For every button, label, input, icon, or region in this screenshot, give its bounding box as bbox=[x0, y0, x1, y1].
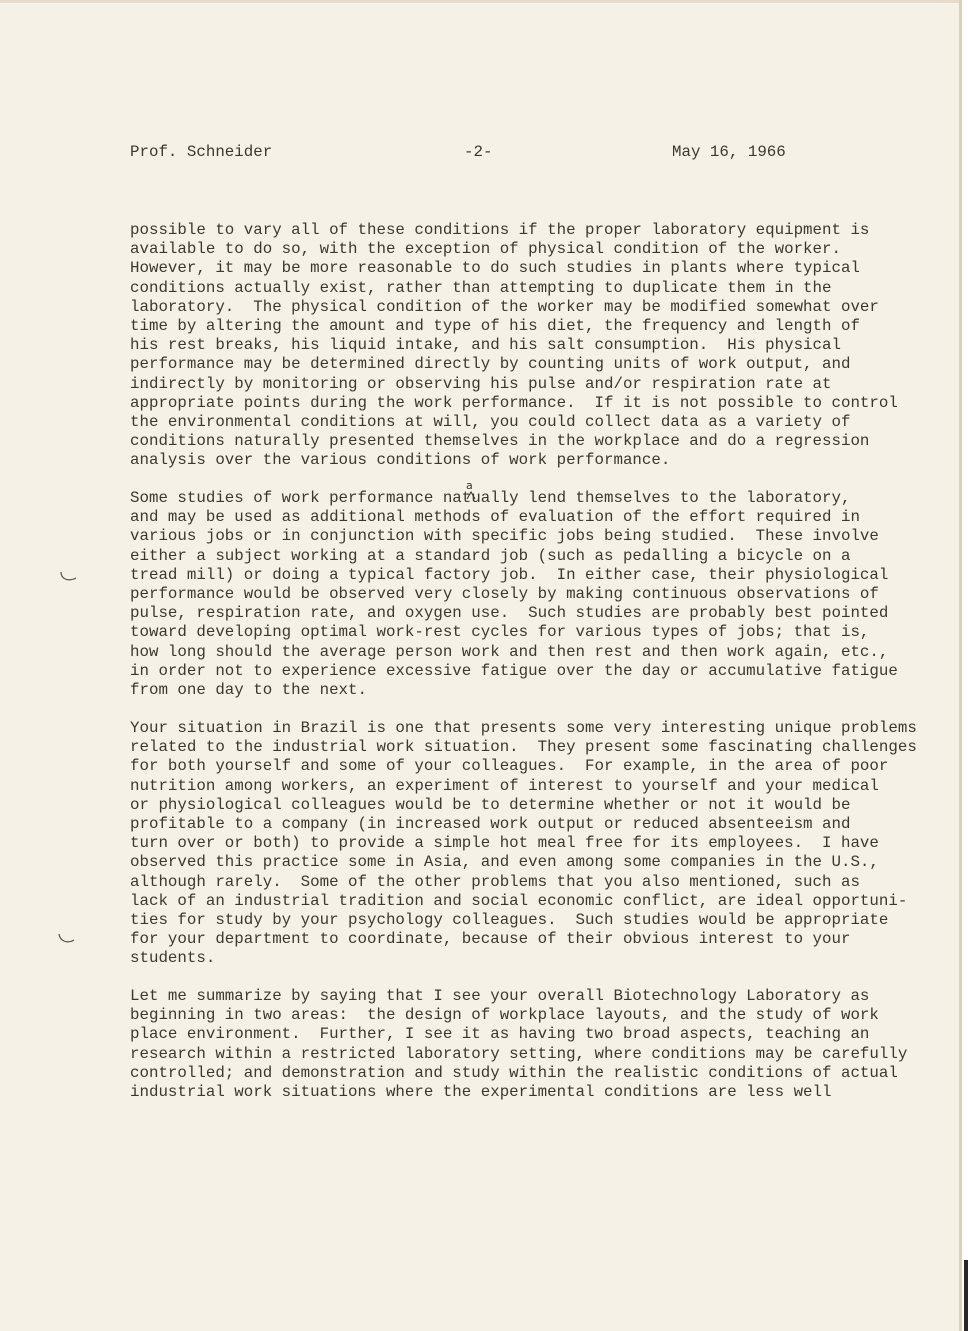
text-line: appropriate points during the work performance. If it is not possible to control bbox=[130, 393, 898, 412]
margin-check-mark-icon bbox=[58, 570, 78, 584]
text-line: observed this practice some in Asia, and even among some companies in the U.S., bbox=[130, 853, 879, 872]
text-line: conditions naturally presented themselves in the workplace and do a regression bbox=[130, 432, 870, 451]
text-line: in order not to experience excessive fatigue over the day or accumulative fatigue bbox=[130, 661, 898, 680]
text-line: and may be used as additional methods of evaluation of the effort required in bbox=[130, 508, 860, 527]
text-line: Let me summarize by saying that I see your overall Biotechnology Laboratory as bbox=[130, 987, 870, 1005]
scan-shadow bbox=[964, 1260, 968, 1331]
margin-check-mark-icon bbox=[56, 932, 76, 946]
handwritten-insert-mark bbox=[464, 480, 478, 500]
text-line: for your department to coordinate, because of their obvious interest to your bbox=[130, 930, 851, 949]
text-line: place environment. Further, I see it as having two broad aspects, teaching an bbox=[130, 1025, 870, 1044]
text-line: profitable to a company (in increased work output or reduced absenteeism and bbox=[130, 814, 851, 833]
text-line: performance would be observed very closely by making continuous observations of bbox=[130, 584, 879, 603]
text-line: or physiological colleagues would be to determine whether or not it would be bbox=[130, 795, 851, 814]
paragraph-3 bbox=[130, 719, 930, 968]
text-line: time by altering the amount and type of his diet, the frequency and length of bbox=[130, 316, 860, 335]
text-line: conditions actually exist, rather than attempting to duplicate them in the bbox=[130, 278, 832, 297]
text-line: However, it may be more reasonable to do such studies in plants where typical bbox=[130, 259, 860, 278]
text-line: beginning in two areas: the design of workplace layouts, and the study of work bbox=[130, 1006, 879, 1025]
paper-top-edge bbox=[0, 0, 962, 3]
text-line: available to do so, with the exception of physical condition of the worker. bbox=[130, 240, 841, 259]
text-line: industrial work situations where the experimental conditions are less well bbox=[130, 1082, 832, 1101]
header-page-number: -2- bbox=[464, 143, 493, 161]
text-line: research within a restricted laboratory setting, where conditions may be carefully bbox=[130, 1044, 908, 1063]
text-line: Your situation in Brazil is one that presents some very interesting unique problems bbox=[130, 719, 917, 737]
text-line: lack of an industrial tradition and social economic conflict, are ideal opportuni- bbox=[130, 891, 908, 910]
page-header bbox=[130, 143, 830, 165]
text-line: although rarely. Some of the other problems that you also mentioned, such as bbox=[130, 872, 860, 891]
text-line: tread mill) or doing a typical factory job. In either case, their physiological bbox=[130, 565, 889, 584]
paragraph-4 bbox=[130, 987, 930, 1102]
text-line: turn over or both) to provide a simple hot meal free for its employees. I have bbox=[130, 834, 879, 853]
text-line: either a subject working at a standard job (such as pedalling a bicycle on a bbox=[130, 546, 851, 565]
text-line: nutrition among workers, an experiment of interest to yourself and your medical bbox=[130, 776, 879, 795]
text-line: various jobs or in conjunction with specific jobs being studied. These involve bbox=[130, 527, 879, 546]
handwritten-insert-letter: a bbox=[466, 480, 473, 492]
paragraph-2 bbox=[130, 489, 930, 700]
text-line: the environmental conditions at will, you could collect data as a variety of bbox=[130, 412, 851, 431]
text-line: performance may be determined directly by counting units of work output, and bbox=[130, 355, 851, 374]
text-line: related to the industrial work situation. They present some fascinating challenges bbox=[130, 738, 917, 757]
text-line: controlled; and demonstration and study within the realistic conditions of actual bbox=[130, 1063, 898, 1082]
text-line: laboratory. The physical condition of the worker may be modified somewhat over bbox=[130, 297, 879, 316]
text-line: for both yourself and some of your colleagues. For example, in the area of poor bbox=[130, 757, 889, 776]
text-line: pulse, respiration rate, and oxygen use. Such studies are probably best pointed bbox=[130, 604, 889, 623]
text-line: how long should the average person work and then rest and then work again, etc., bbox=[130, 642, 889, 661]
paragraph-1 bbox=[130, 221, 930, 470]
text-line: students. bbox=[130, 949, 216, 968]
text-line: indirectly by monitoring or observing his pulse and/or respiration rate at bbox=[130, 374, 832, 393]
header-date: May 16, 1966 bbox=[672, 143, 786, 161]
header-recipient: Prof. Schneider bbox=[130, 143, 273, 161]
text-line: analysis over the various conditions of work performance. bbox=[130, 451, 671, 470]
text-line: ties for study by your psychology colleagues. Such studies would be appropriate bbox=[130, 910, 889, 929]
text-line: Some studies of work performance natually lend themselves to the laboratory, bbox=[130, 489, 851, 507]
scan-border bbox=[962, 0, 968, 1331]
text-line: his rest breaks, his liquid intake, and his salt consumption. His physical bbox=[130, 336, 841, 355]
text-line: toward developing optimal work-rest cycles for various types of jobs; that is, bbox=[130, 623, 870, 642]
text-line: possible to vary all of these conditions if the proper laboratory equipment is bbox=[130, 221, 870, 239]
text-line: from one day to the next. bbox=[130, 680, 367, 699]
